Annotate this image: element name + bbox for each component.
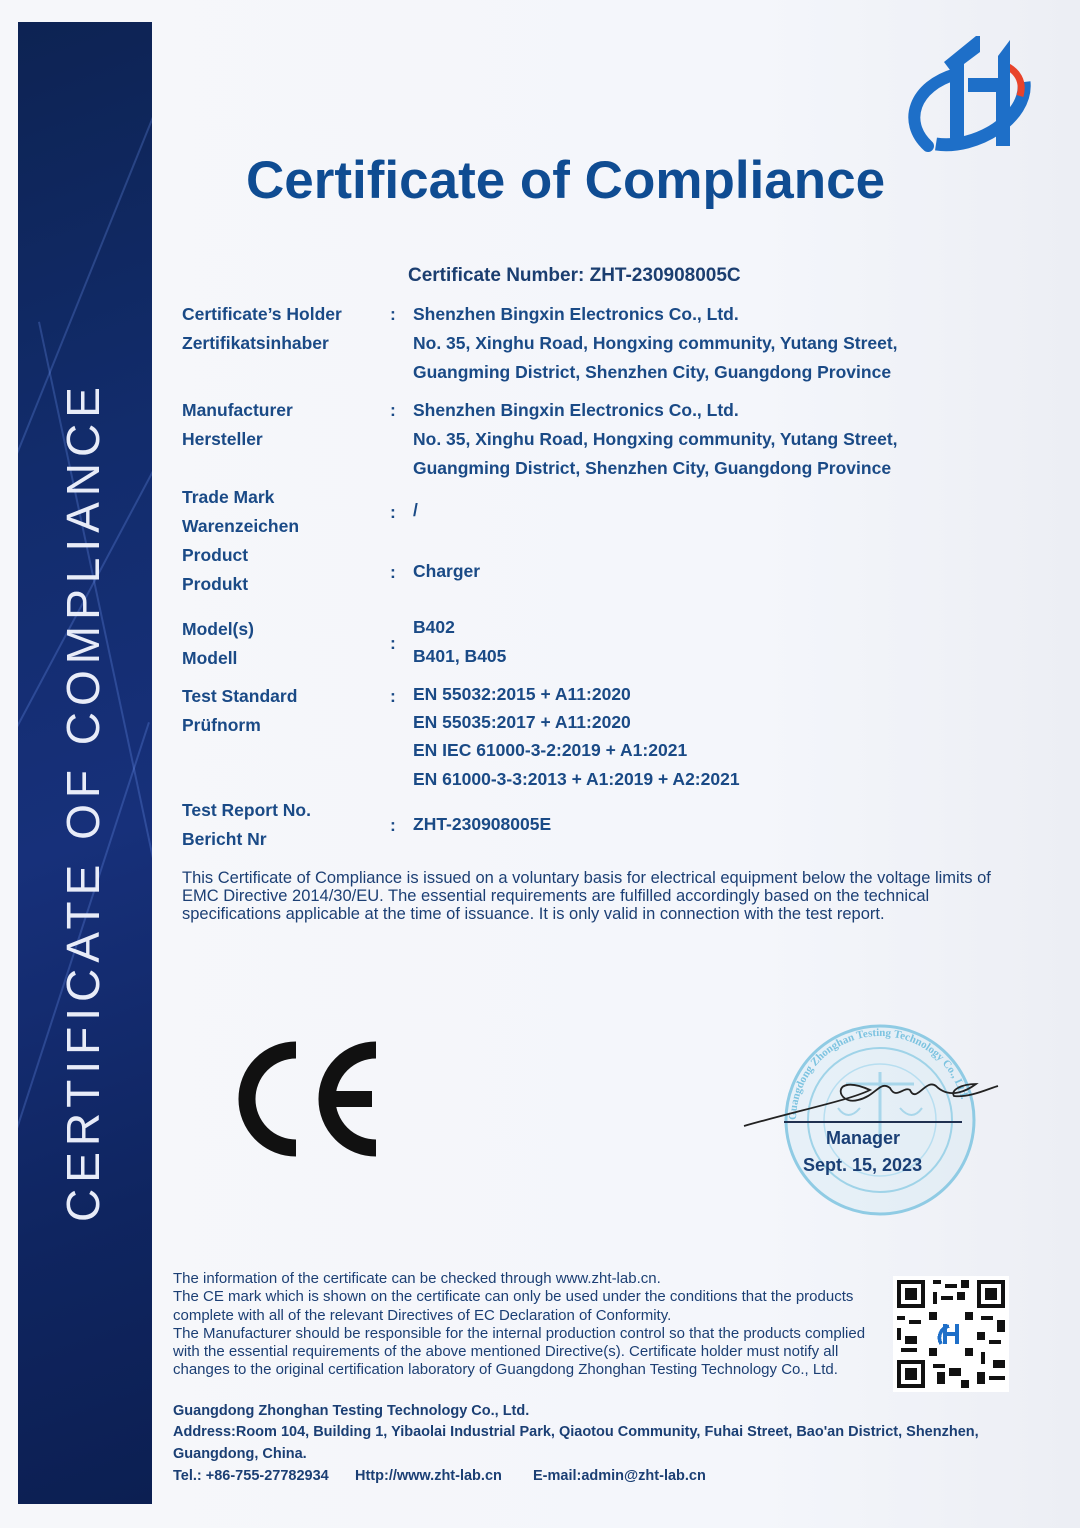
signing-date: Sept. 15, 2023 xyxy=(803,1155,923,1175)
side-band-text: CERTIFICATE OF COMPLIANCE xyxy=(57,381,109,1222)
trademark-label-de: Warenzeichen xyxy=(182,516,300,536)
footnote-line: The information of the certificate can be checked through www.zht-lab.cn. xyxy=(173,1270,661,1287)
manufacturer-label-en: Manufacturer xyxy=(182,400,293,420)
footnote-line: The Manufacturer should be responsible for the internal production control so that the products complied with the essential requirements of the above mentioned Directive(s). Certificate holder must notify all changes to the original certification laboratory of Guangdong Zhonghan Testing Technology Co., Ltd. xyxy=(173,1324,866,1379)
report-colon: : xyxy=(390,815,396,835)
trademark-colon: : xyxy=(390,502,396,522)
standards-label-de: Prüfnorm xyxy=(182,715,261,735)
manufacturer-colon: : xyxy=(390,400,396,420)
holder-address-2: Guangming District, Shenzhen City, Guangdong Province xyxy=(413,362,892,382)
product-label-de: Produkt xyxy=(182,574,249,594)
manufacturer-address-1: No. 35, Xinghu Road, Hongxing community, Yutang Street, xyxy=(413,429,898,449)
standard-4: EN 61000-3-3:2013 + A1:2019 + A2:2021 xyxy=(413,769,740,789)
holder-name: Shenzhen Bingxin Electronics Co., Ltd. xyxy=(413,304,739,324)
holder-colon: : xyxy=(390,304,396,324)
footnote xyxy=(173,1270,873,1380)
footnote-line: The CE mark which is shown on the certificate can only be used under the conditions that the products complete with all of the relevant Directives of EC Declaration of Conformity. xyxy=(173,1288,854,1324)
lab-website-link[interactable]: Http://www.zht-lab.cn xyxy=(355,1468,502,1484)
zht-logo-icon xyxy=(906,26,1036,154)
manufacturer-address-2: Guangming District, Shenzhen City, Guangdong Province xyxy=(413,458,892,478)
standard-2: EN 55035:2017 + A11:2020 xyxy=(413,712,631,732)
seal-text: Guangdong Zhonghan Testing Technology Co., Ltd. xyxy=(786,1026,971,1121)
standards-colon: : xyxy=(390,686,396,706)
standard-3: EN IEC 61000-3-2:2019 + A1:2021 xyxy=(413,740,688,760)
lab-address-1: Address:Room 104, Building 1, Yibaolai Industrial Park, Qiaotou Community, Fuhai Street, Bao'an District, Shenzhen, xyxy=(173,1424,979,1440)
standards-label-en: Test Standard xyxy=(182,686,298,706)
qr-code-icon[interactable] xyxy=(893,1276,1009,1392)
holder-label-en: Certificate’s Holder xyxy=(182,304,342,324)
report-value: ZHT-230908005E xyxy=(413,814,552,834)
trademark-label-en: Trade Mark xyxy=(182,487,275,507)
product-label-en: Product xyxy=(182,545,249,565)
product-colon: : xyxy=(390,562,396,582)
report-label-de: Bericht Nr xyxy=(182,829,267,849)
model-variants: B401, B405 xyxy=(413,646,507,666)
models-colon: : xyxy=(390,633,396,653)
manufacturer-label-de: Hersteller xyxy=(182,429,263,449)
signer-role: Manager xyxy=(826,1128,901,1148)
trademark-value: / xyxy=(413,500,418,520)
standard-1: EN 55032:2015 + A11:2020 xyxy=(413,684,631,704)
manufacturer-name: Shenzhen Bingxin Electronics Co., Ltd. xyxy=(413,400,739,420)
holder-address-1: No. 35, Xinghu Road, Hongxing community, Yutang Street, xyxy=(413,333,898,353)
side-band xyxy=(18,22,152,1504)
lab-address-2: Guangdong, China. xyxy=(173,1446,307,1462)
holder-label-de: Zertifikatsinhaber xyxy=(182,333,329,353)
page-title: Certificate of Compliance xyxy=(246,151,886,210)
certificate-number: Certificate Number: ZHT-230908005C xyxy=(408,265,741,286)
models-label-de: Modell xyxy=(182,648,238,668)
signature-line xyxy=(784,1121,962,1123)
models-label-en: Model(s) xyxy=(182,619,254,639)
lab-email-link[interactable]: E-mail:admin@zht-lab.cn xyxy=(533,1468,706,1484)
lab-tel: Tel.: +86-755-27782934 xyxy=(173,1468,329,1484)
product-value: Charger xyxy=(413,561,481,581)
model-primary: B402 xyxy=(413,617,455,637)
lab-name: Guangdong Zhonghan Testing Technology Co., Ltd. xyxy=(173,1403,530,1419)
compliance-statement: This Certificate of Compliance is issued on a voluntary basis for electrical equipment below the voltage limits of EMC Directive 2014/30/EU. The essential requirements are fulfilled accordingly based on the technical specifications applicable at the time of issuance. It is only valid in connection with the test report. xyxy=(182,869,991,923)
ce-mark-icon xyxy=(226,1040,386,1158)
report-label-en: Test Report No. xyxy=(182,800,311,820)
